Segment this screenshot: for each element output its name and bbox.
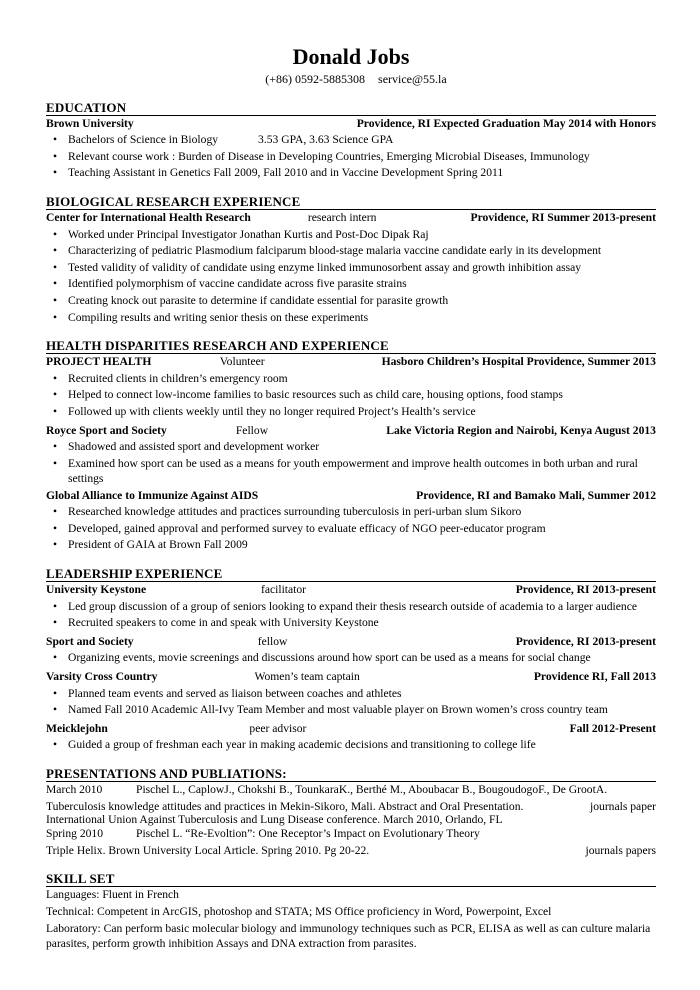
skill-languages: Languages: Fluent in French <box>46 888 179 902</box>
list-item: • Relevant course work : Burden of Disease in Developing Countries, Emerging Microbial Diseases, Immunology <box>68 149 656 166</box>
entry-location-date: Fall 2012-Present <box>569 721 656 735</box>
school-location-date: Providence, RI Expected Graduation May 2014 with Honors <box>356 116 656 130</box>
entry-location-date: Lake Victoria Region and Nairobi, Kenya August 2013 <box>386 423 656 437</box>
entry-location-date: Providence, RI 2013-present <box>515 583 656 597</box>
pub-type: journals papers <box>585 843 656 857</box>
list-item: • Organizing events, movie screenings and discussions around how sport can be used as a means for social change <box>68 650 656 667</box>
entry-location-date: Providence RI, Fall 2013 <box>533 670 656 684</box>
candidate-name: Donald Jobs <box>292 44 410 69</box>
skill-technical: Technical: Competent in ArcGIS, photoshop and STATA; MS Office proficiency in Word, Powerpoint, Excel <box>46 904 552 918</box>
list-item: • Identified polymorphism of vaccine candidate across five parasite strains <box>68 276 656 293</box>
list-item: • Worked under Principal Investigator Jonathan Kurtis and Post-Doc Dipak Raj <box>68 227 656 244</box>
entry-list <box>46 439 656 486</box>
education-list <box>46 132 656 182</box>
entry-location-date: Providence, RI Summer 2013-present <box>470 210 656 224</box>
entry-org: Sport and Society <box>46 634 134 648</box>
entry-list <box>46 650 656 667</box>
list-item: • Researched knowledge attitudes and practices surrounding tuberculosis in peri-urban slum Sikoro <box>68 504 656 521</box>
entry-location-date: Hasboro Children’s Hospital Providence, Summer 2013 <box>381 355 656 369</box>
list-item: • Recruited speakers to come in and speak with University Keystone <box>68 615 656 632</box>
entry-role: facilitator <box>260 583 307 597</box>
list-item <box>68 132 656 149</box>
entry-role: Women’s team captain <box>254 670 360 684</box>
entry-list <box>46 686 656 719</box>
list-item: • Followed up with clients weekly until they no longer required Project’s Health’s service <box>68 404 656 421</box>
pub-date: March 2010 <box>46 783 103 796</box>
section-title-skills: SKILL SET <box>46 871 656 887</box>
pub-line <box>46 826 656 843</box>
entry-list <box>46 599 656 632</box>
gpa: 3.53 GPA, 3.63 Science GPA <box>258 133 394 147</box>
entry-org: Royce Sport and Society <box>46 423 167 437</box>
bio-list <box>46 227 656 327</box>
pub-type: journals paper <box>590 799 656 813</box>
entry-org: Varsity Cross Country <box>46 670 158 684</box>
entry-header <box>46 423 656 440</box>
entry-role: Volunteer <box>219 355 265 369</box>
list-item: • Recruited clients in children’s emergency room <box>68 371 656 388</box>
pub-title: Pischel L. “Re-Evoltion”: One Receptor’s Impact on Evolutionary Theory <box>136 827 480 841</box>
entry-header <box>46 669 656 686</box>
entry-header <box>46 488 656 505</box>
entry-role: fellow <box>257 634 288 648</box>
entry-list <box>46 504 656 554</box>
entry-org: Global Alliance to Immunize Against AIDS <box>46 488 259 502</box>
pub-date: Spring 2010 <box>46 827 104 841</box>
list-item: • Led group discussion of a group of seniors looking to expand their thesis research outside of academia to a larger audience <box>68 599 656 616</box>
list-item: • Shadowed and assisted sport and development worker <box>68 439 656 456</box>
entry-header <box>46 210 656 227</box>
entry-org: PROJECT HEALTH <box>46 355 152 369</box>
pub-line <box>46 843 656 860</box>
education-header <box>46 116 656 133</box>
entry-org: Center for International Health Research <box>46 210 251 224</box>
section-title-bio-research: BIOLOGICAL RESEARCH EXPERIENCE <box>46 194 656 210</box>
list-item: • Teaching Assistant in Genetics Fall 2009, Fall 2010 and in Vaccine Development Spring 2011 <box>68 165 656 182</box>
entry-location-date: Providence, RI 2013-present <box>515 634 656 648</box>
school-name: Brown University <box>46 116 134 130</box>
list-item: • Characterizing of pediatric Plasmodium falciparum blood-stage malaria vaccine candidate early in its development <box>68 243 656 260</box>
list-item: • Examined how sport can be used as a means for youth empowerment and improve health outcomes in both urban and rural settings <box>68 456 656 486</box>
pub-venue: Triple Helix. Brown University Local Article. Spring 2010. Pg 20-22. <box>46 843 370 857</box>
pub-line <box>46 782 656 799</box>
entry-header <box>46 582 656 599</box>
email-address[interactable]: service@55.la <box>378 72 447 86</box>
entry-list <box>46 371 656 421</box>
section-title-leadership: LEADERSHIP EXPERIENCE <box>46 566 656 582</box>
entry-role: peer advisor <box>249 721 307 735</box>
list-item: • Creating knock out parasite to determine if candidate essential for parasite growth <box>68 293 656 310</box>
entry-header <box>46 634 656 651</box>
entry-role: Fellow <box>235 423 269 437</box>
list-item: • Named Fall 2010 Academic All-Ivy Team Member and most valuable player on Brown women’s cross country team <box>68 702 656 719</box>
entry-location-date: Providence, RI and Bamako Mali, Summer 2012 <box>416 488 656 502</box>
section-title-presentations: PRESENTATIONS AND PUBLIATIONS: <box>46 766 656 782</box>
list-item: • President of GAIA at Brown Fall 2009 <box>68 537 656 554</box>
list-item: • Compiling results and writing senior thesis on these experiments <box>68 310 656 327</box>
entry-header <box>46 721 656 738</box>
skill-laboratory: Laboratory: Can perform basic molecular biology and immunology techniques such as PCR, ELISA as well as can culture malaria parasites, perform growth inhibition Assays and DNA extraction from parasites. <box>46 921 651 950</box>
list-item: • Helped to connect low-income families to basic resources such as child care, housing options, food stamps <box>68 387 656 404</box>
entry-header <box>46 354 656 371</box>
skills-block <box>46 887 656 950</box>
entry-org: Meicklejohn <box>46 721 108 735</box>
list-item: • Tested validity of validity of candidate using enzyme linked immunosorbent assay and growth inhibition assay <box>68 260 656 277</box>
entry-role: research intern <box>307 210 377 224</box>
pub-title: Tuberculosis knowledge attitudes and practices in Mekin-Sikoro, Mali. Abstract and Oral Presentation. <box>46 799 524 813</box>
list-item: • Planned team events and served as liaison between coaches and athletes <box>68 686 656 703</box>
contact-line <box>46 71 656 88</box>
list-item: • Developed, gained approval and performed survey to evaluate efficacy of NGO peer-educator program <box>68 521 656 538</box>
list-item: • Guided a group of freshman each year in making academic decisions and transitioning to college life <box>68 737 656 754</box>
pub-authors: Pischel L., CaplowJ., Chokshi B., TounkaraK., Berthé M., Aboubacar B., BougoudogoF., De GrootA. <box>136 783 608 796</box>
entry-list <box>46 737 656 754</box>
pub-venue: International Union Against Tuberculosis and Lung Disease conference. March 2010, Orlando, FL <box>46 813 503 827</box>
degree: Bachelors of Science in Biology <box>68 133 219 147</box>
phone-number: (+86) 0592-5885308 <box>265 72 366 86</box>
entry-org: University Keystone <box>46 583 147 597</box>
section-title-education: EDUCATION <box>46 100 656 116</box>
section-title-health: HEALTH DISPARITIES RESEARCH AND EXPERIENCE <box>46 338 656 354</box>
